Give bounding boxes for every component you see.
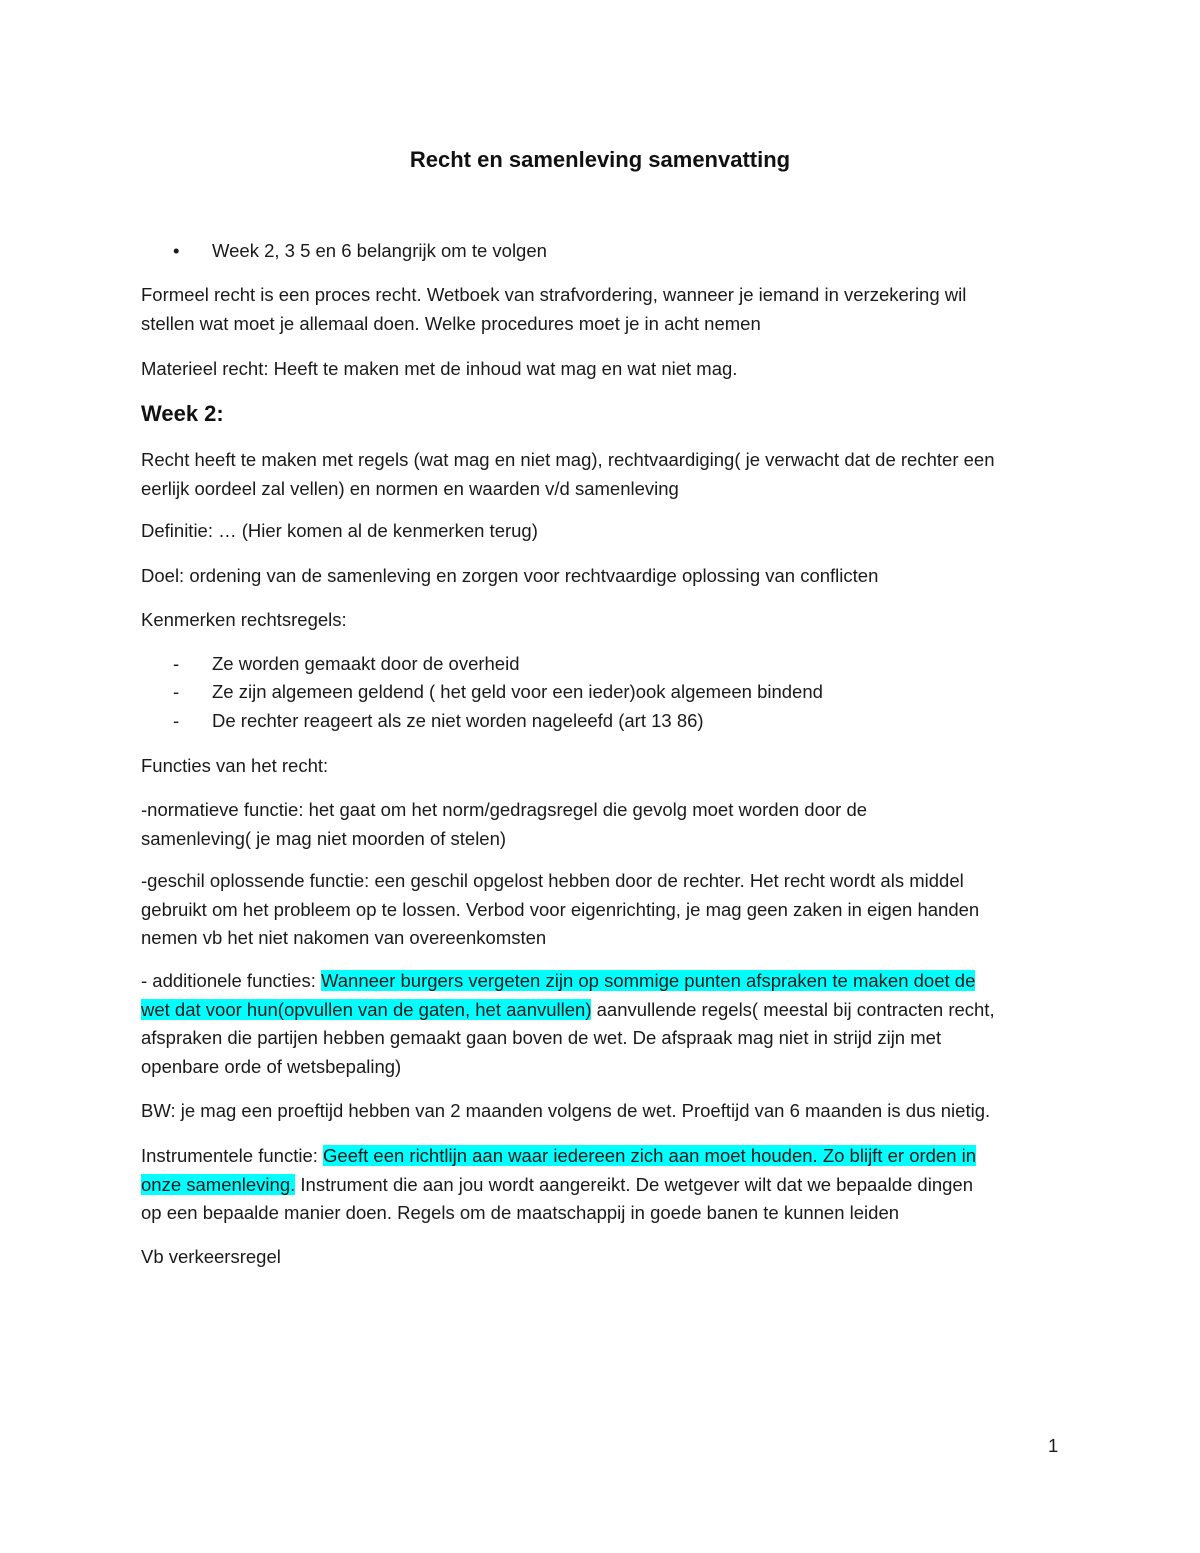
- dash-icon: -: [173, 653, 180, 674]
- dash-icon: -: [173, 681, 180, 702]
- kenmerken-label: Kenmerken rechtsregels:: [141, 609, 347, 630]
- text-line: Recht heeft te maken met regels (wat mag en niet mag), rechtvaardiging( je verwacht dat de rechter een: [141, 449, 995, 470]
- paragraph-doel: Doel: ordening van de samenleving en zorgen voor rechtvaardige oplossing van conflicten: [141, 565, 879, 586]
- paragraph-normatieve: [141, 796, 1071, 853]
- text-line: samenleving( je mag niet moorden of stelen): [141, 827, 507, 849]
- text-line: op een bepaalde manier doen. Regels om de maatschappij in goede banen te kunnen leiden: [141, 1202, 900, 1224]
- text-line: Instrumentele functie:: [141, 1145, 324, 1166]
- document-title: Recht en samenleving samenvatting: [409, 147, 791, 172]
- dash-icon: -: [173, 710, 180, 731]
- list-item-text: Week 2, 3 5 en 6 belangrijk om te volgen: [212, 240, 547, 261]
- section-heading-week2: Week 2:: [141, 401, 224, 426]
- paragraph-recht: [141, 446, 1071, 503]
- highlighted-text: Wanneer burgers vergeten zijn op sommige punten afspraken te maken doet de: [320, 970, 976, 991]
- paragraph-vb: Vb verkeersregel: [141, 1246, 281, 1267]
- paragraph-materieel: Materieel recht: Heeft te maken met de inhoud wat mag en wat niet mag.: [141, 358, 738, 379]
- text-line: gebruikt om het probleem op te lossen. Verbod voor eigenrichting, je mag geen zaken in eigen handen: [141, 898, 980, 920]
- text-line: - additionele functies:: [141, 970, 321, 991]
- text-line: aanvullende regels( meestal bij contracten recht,: [591, 998, 995, 1020]
- highlighted-text: wet dat voor hun(opvullen van de gaten, het aanvullen): [141, 998, 592, 1020]
- paragraph-additionele: [141, 967, 1071, 1081]
- text-line: Formeel recht is een proces recht. Wetboek van strafvordering, wanneer je iemand in verzekering wil: [141, 284, 967, 305]
- functies-label: Functies van het recht:: [141, 755, 329, 776]
- paragraph-definitie: Definitie: … (Hier komen al de kenmerken terug): [141, 520, 538, 541]
- list-item-text: Ze zijn algemeen geldend ( het geld voor een ieder)ook algemeen bindend: [212, 681, 823, 702]
- highlighted-text: Geeft een richtlijn aan waar iedereen zich aan moet houden. Zo blijft er orden in: [323, 1145, 977, 1166]
- list-item-text: Ze worden gemaakt door de overheid: [212, 653, 520, 674]
- bullet-icon: •: [173, 240, 180, 261]
- text-line: openbare orde of wetsbepaling): [141, 1055, 402, 1077]
- text-line: afspraken die partijen hebben gemaakt gaan boven de wet. De afspraak mag niet in strijd zijn met: [141, 1027, 942, 1049]
- page-number: 1: [1048, 1435, 1059, 1456]
- text-line: eerlijk oordeel zal vellen) en normen en waarden v/d samenleving: [141, 477, 679, 499]
- text-line: -normatieve functie: het gaat om het norm/gedragsregel die gevolg moet worden door de: [141, 799, 868, 820]
- paragraph-geschil: [141, 867, 1071, 953]
- highlighted-text: onze samenleving.: [141, 1173, 296, 1195]
- text-line: stellen wat moet je allemaal doen. Welke procedures moet je in acht nemen: [141, 312, 761, 334]
- text-line: -geschil oplossende functie: een geschil opgelost hebben door de rechter. Het recht wordt als middel: [141, 870, 964, 891]
- paragraph-formeel: [141, 281, 1071, 338]
- paragraph-instrumentele: [141, 1142, 1071, 1228]
- list-item-text: De rechter reageert als ze niet worden nageleefd (art 13 86): [212, 710, 704, 731]
- text-line: nemen vb het niet nakomen van overeenkomsten: [141, 927, 547, 949]
- text-line: Instrument die aan jou wordt aangereikt. De wetgever wilt dat we bepaalde dingen: [295, 1173, 973, 1195]
- paragraph-bw: BW: je mag een proeftijd hebben van 2 maanden volgens de wet. Proeftijd van 6 maanden is dus nietig.: [141, 1100, 991, 1121]
